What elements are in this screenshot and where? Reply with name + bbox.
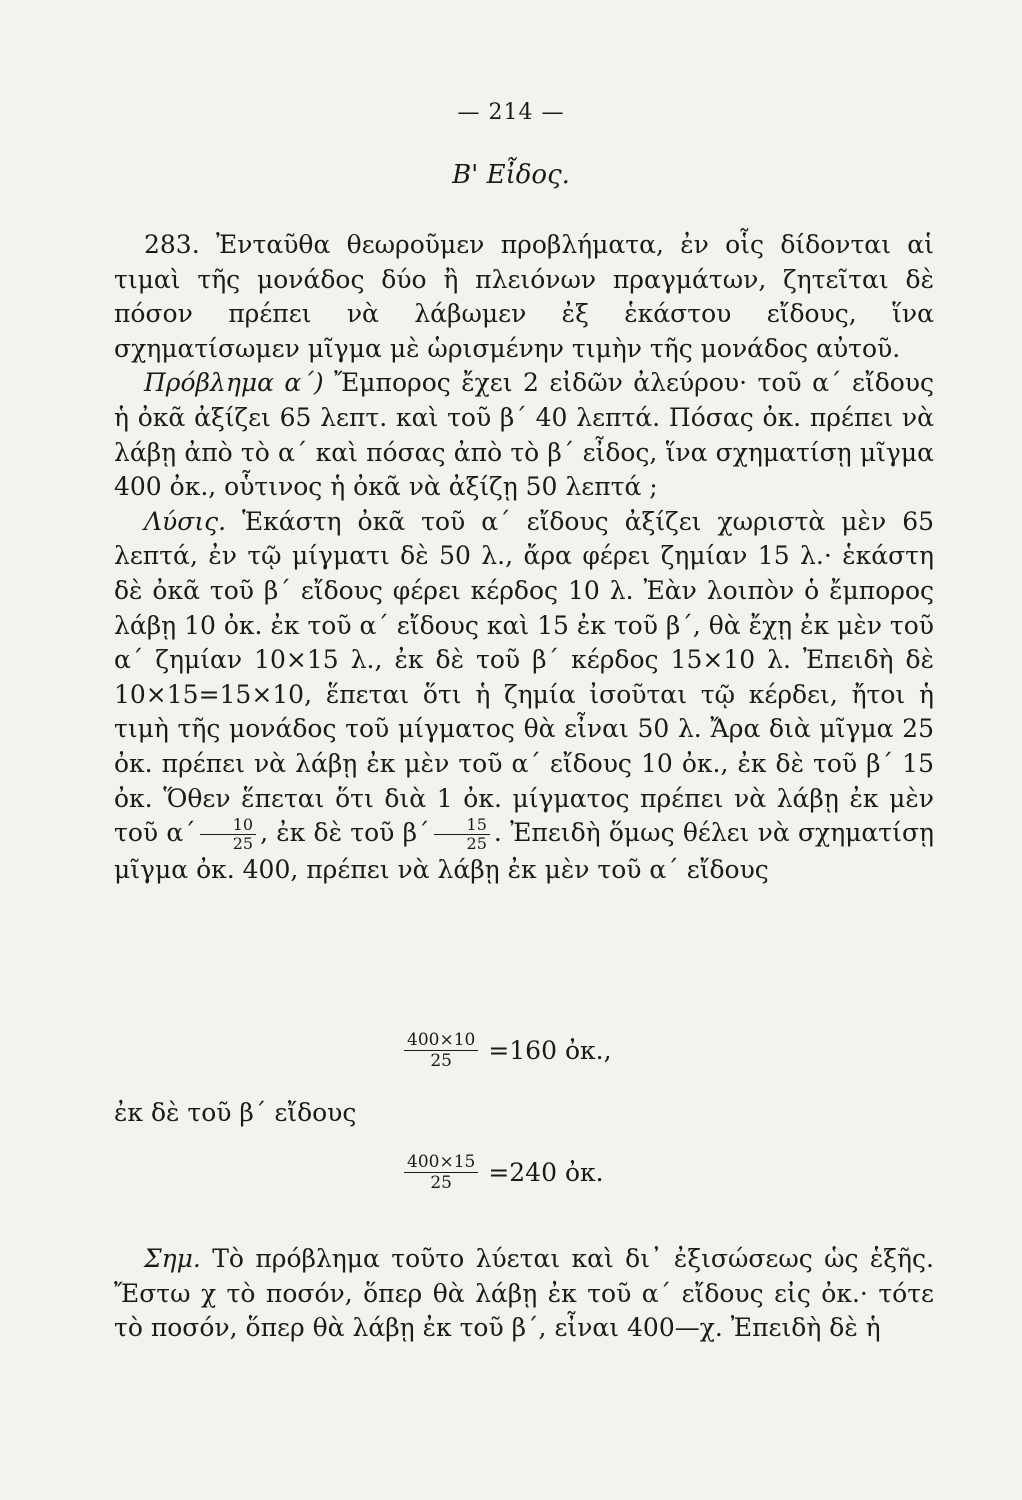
section-title: Β' Εἶδος. — [452, 160, 570, 190]
fraction-15-25 — [434, 816, 490, 853]
main-text — [114, 228, 934, 888]
note-text-block — [114, 1242, 934, 1346]
problem-paragraph — [114, 366, 934, 504]
fraction-denominator: 25 — [232, 834, 254, 854]
solution-label: Λύσις. — [144, 506, 227, 536]
note-text: Τὸ πρόβλημα τοῦτο λύεται καὶ δι᾽ ἐξισώσεως ὡς ἑξῆς. Ἔστω χ τὸ ποσόν, ὅπερ θὰ λάβῃ ἐκ τοῦ α΄ εἴδους εἰς ὀκ.· τότε τὸ ποσόν, ὅπερ θὰ λάβῃ ἐκ τοῦ β΄, εἶναι 400—χ. Ἐπειδὴ δὲ ἡ — [114, 1244, 934, 1343]
solution-text-2: , ἐκ δὲ τοῦ β΄ — [260, 818, 430, 848]
fraction-numerator: 15 — [434, 816, 490, 835]
equation-fraction — [404, 1030, 478, 1071]
problem-text: Ἔμπορος ἔχει 2 εἰδῶν ἀλεύρου· τοῦ α΄ εἴδους ἡ ὀκᾶ ἀξίζει 65 λεπτ. καὶ τοῦ β΄ 40 λεπτά. Πόσας ὀκ. πρέπει νὰ λάβῃ ἀπὸ τὸ α΄ καὶ πόσας ἀπὸ τὸ β΄ εἶδος, ἵνα σχηματίσῃ μῖγμα 400 ὀκ., οὗτινος ἡ ὀκᾶ νὰ ἀξίζῃ 50 λεπτά ; — [114, 368, 934, 502]
fraction-denominator: 25 — [430, 1051, 452, 1071]
fraction-numerator: 10 — [200, 816, 256, 835]
page-number: — 214 — — [457, 100, 565, 125]
fraction-10-25 — [200, 816, 256, 853]
problem-label: Πρόβλημα α΄) — [144, 368, 324, 398]
equation-first-kind — [400, 1030, 612, 1071]
paragraph-283: 283. Ἐνταῦθα θεωροῦμεν προβλήματα, ἐν οἷς δίδονται αἱ τιμαὶ τῆς μονάδος δύο ἢ πλειόνων πραγμάτων, ζητεῖται δὲ πόσον πρέπει νὰ λάβωμεν ἐξ ἑκάστου εἴδους, ἵνα σχηματίσωμεν μῖγμα μὲ ὡρισμένην τιμὴν τῆς μονάδος αὐτοῦ. — [114, 230, 934, 363]
fraction-numerator: 400×10 — [404, 1030, 478, 1051]
equation-result: =240 ὀκ. — [488, 1158, 604, 1187]
fraction-denominator: 25 — [430, 1173, 452, 1193]
equation-fraction — [404, 1152, 478, 1193]
note-label: Σημ. — [144, 1244, 201, 1273]
fraction-denominator: 25 — [466, 834, 487, 854]
fraction-numerator: 400×15 — [404, 1152, 478, 1173]
solution-text-3: . Ἐπειδὴ ὅμως θέλει νὰ σχηματίσῃ μῖγμα ὀκ. 400, πρέπει νὰ λάβῃ ἐκ μὲν τοῦ α΄ εἴδους — [114, 818, 934, 885]
second-kind-label: ἐκ δὲ τοῦ β΄ εἴδους — [114, 1098, 357, 1127]
solution-text-1: Ἑκάστη ὀκᾶ τοῦ α΄ εἴδους ἀξίζει χωριστὰ μὲν 65 λεπτά, ἐν τῷ μίγματι δὲ 50 λ., ἄρα φέρει ζημίαν 15 λ.· ἑκάστη δὲ ὀκᾶ τοῦ β΄ εἴδους φέρει κέρδος 10 λ. Ἐὰν λοιπὸν ὁ ἔμπορος λάβῃ 10 ὀκ. ἐκ τοῦ α΄ εἴδους καὶ 15 ἐκ τοῦ β΄, θὰ ἔχῃ ἐκ μὲν τοῦ α΄ ζημίαν 10×15 λ., ἐκ δὲ τοῦ β΄ κέρδος 15×10 λ. Ἐπειδὴ δὲ 10×15=15×10, ἕπεται ὅτι ἡ ζημία ἰσοῦται τῷ κέρδει, ἤτοι ἡ τιμὴ τῆς μονάδος τοῦ μίγματος θὰ εἶναι 50 λ. Ἄρα διὰ μῖγμα 25 ὀκ. πρέπει νὰ λάβῃ ἐκ μὲν τοῦ α΄ εἴδους 10 ὀκ., ἐκ δὲ τοῦ β΄ 15 ὀκ. Ὅθεν ἕπεται ὅτι διὰ 1 ὀκ. μίγματος πρέπει νὰ λάβῃ ἐκ μὲν τοῦ α΄ — [114, 506, 934, 848]
equation-second-kind — [400, 1152, 604, 1193]
solution-paragraph — [114, 505, 934, 888]
equation-result: =160 ὀκ., — [488, 1036, 612, 1065]
note-paragraph — [114, 1242, 934, 1346]
